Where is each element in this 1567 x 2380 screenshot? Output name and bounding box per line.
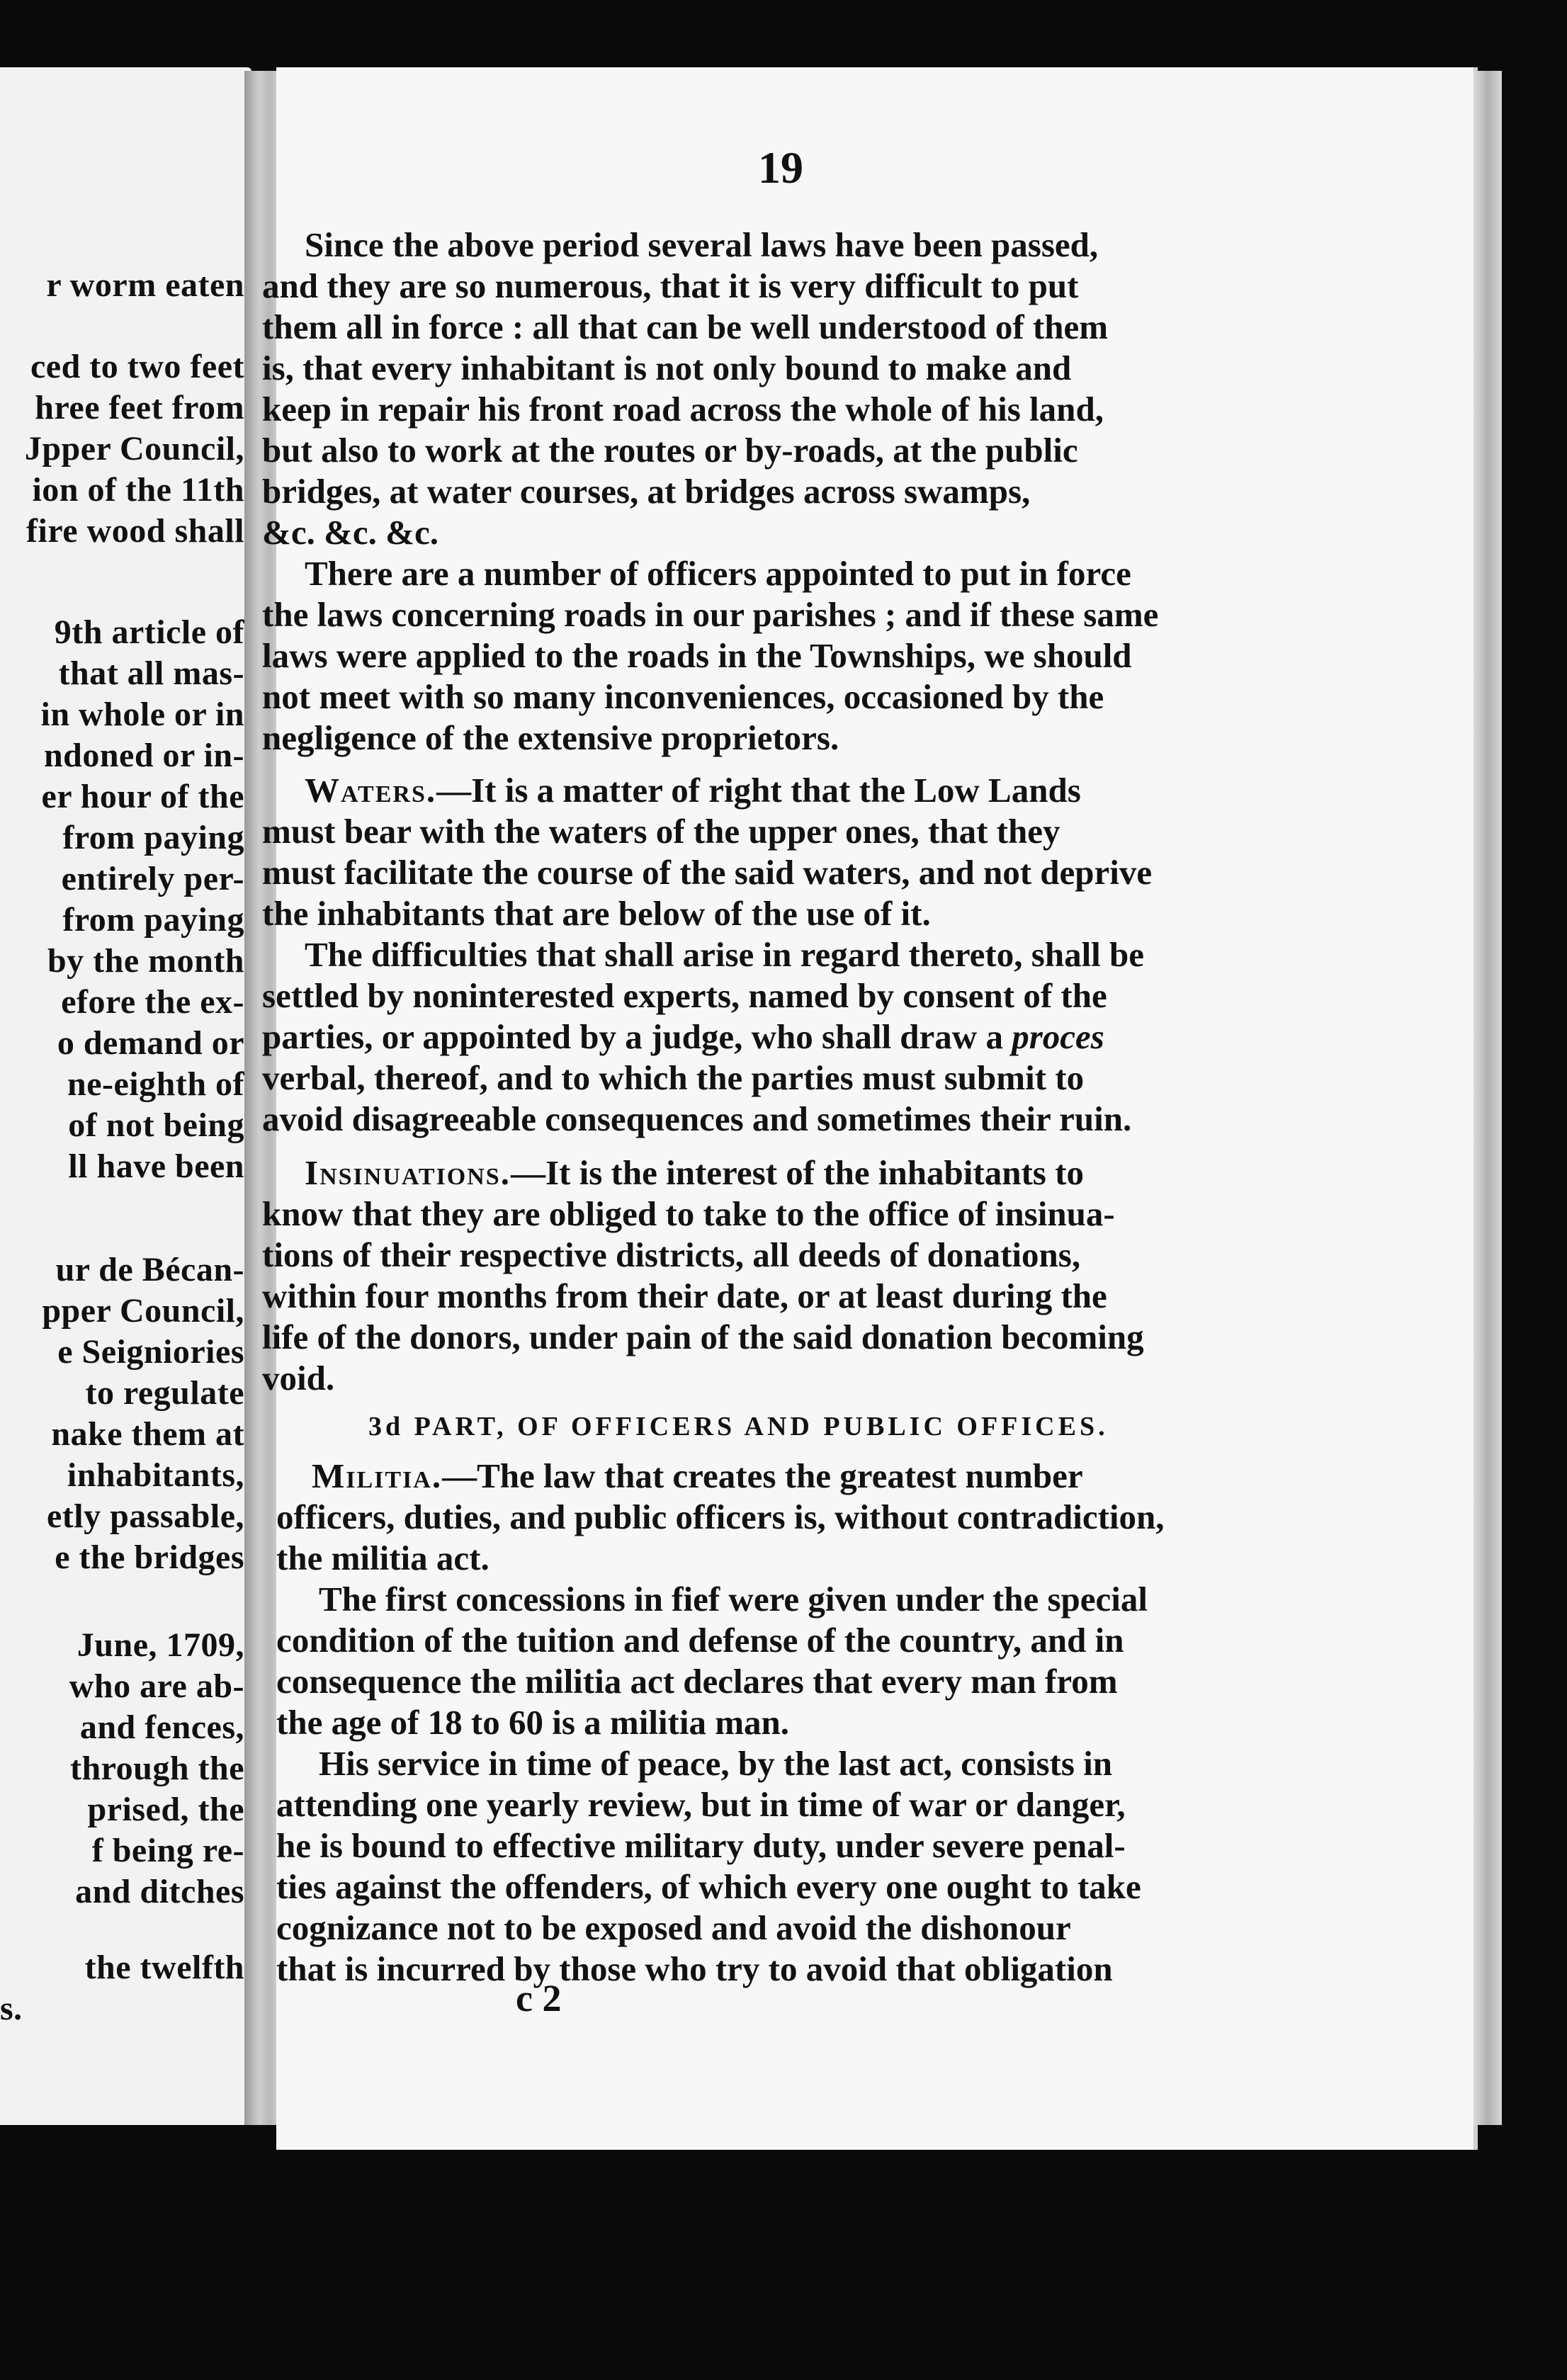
facing-page-line: 9th article of: [54, 613, 244, 651]
facing-page-line: e Seigniories: [57, 1333, 244, 1371]
text-line: void.: [262, 1359, 335, 1398]
facing-page-line: hree feet from: [35, 389, 244, 426]
facing-page-line: er hour of the: [41, 778, 244, 815]
text-line: [305, 771, 1081, 810]
facing-page-line: ll have been: [68, 1148, 244, 1185]
facing-page-line: through the: [70, 1750, 244, 1787]
text-run: —The law that creates the greatest number: [442, 1456, 1083, 1495]
facing-page-line: in whole or in: [40, 696, 244, 733]
section-head-militia: Militia.: [312, 1456, 443, 1495]
facing-page-line: the twelfth: [84, 1949, 244, 1986]
facing-page-line: r worm eaten: [46, 266, 244, 304]
facing-page-line: from paying: [62, 819, 244, 856]
text-line: life of the donors, under pain of the said donation becoming: [262, 1318, 1144, 1356]
text-run: parties, or appointed by a judge, who shall draw a: [262, 1017, 1012, 1056]
section-head-waters: Waters.: [305, 771, 437, 810]
text-line: officers, duties, and public officers is, without contradiction,: [276, 1497, 1165, 1536]
facing-page-line: to regulate: [85, 1374, 244, 1412]
facing-page-line: efore the ex-: [61, 983, 244, 1021]
text-line: the militia act.: [276, 1538, 490, 1577]
facing-page-line: inhabitants,: [67, 1456, 244, 1494]
text-line: know that they are obliged to take to the office of insinua-: [262, 1194, 1115, 1233]
facing-page-line: Jpper Council,: [24, 430, 244, 468]
text-line: ties against the offenders, of which every one ought to take: [276, 1867, 1141, 1906]
text-run: —It is the interest of the inhabitants to: [510, 1153, 1084, 1192]
facing-page-line: that all mas-: [58, 654, 244, 692]
section-head-insinuations: Insinuations.: [305, 1153, 511, 1192]
text-line: not meet with so many inconveniences, occasioned by the: [262, 677, 1104, 716]
facing-page-line: ion of the 11th: [32, 471, 244, 509]
text-line: the laws concerning roads in our parishes ; and if these same: [262, 595, 1159, 634]
text-line: keep in repair his front road across the whole of his land,: [262, 390, 1104, 429]
facing-page-line: and ditches: [75, 1873, 244, 1910]
italic-term: proces: [1012, 1017, 1104, 1056]
text-line: laws were applied to the roads in the Townships, we should: [262, 636, 1132, 675]
facing-page-line: from paying: [62, 901, 244, 939]
text-line: attending one yearly review, but in time of war or danger,: [276, 1785, 1126, 1824]
facing-page-line: f being re-: [91, 1832, 244, 1869]
part-heading: 3d PART, OF OFFICERS AND PUBLIC OFFICES.: [368, 1412, 1109, 1441]
facing-page-line: o demand or: [57, 1024, 244, 1062]
text-line: The first concessions in fief were given under the special: [319, 1580, 1148, 1619]
facing-page-line: ne-eighth of: [67, 1065, 244, 1103]
facing-page-line: prised, the: [87, 1791, 244, 1828]
facing-page-line: s.: [0, 1990, 23, 2027]
facing-page-line: fire wood shall: [26, 512, 244, 550]
facing-page-line: pper Council,: [42, 1292, 244, 1330]
facing-page-line: of not being: [68, 1106, 244, 1144]
facing-page-line: June, 1709,: [77, 1626, 244, 1664]
text-line: [262, 1017, 1104, 1057]
text-line: bridges, at water courses, at bridges across swamps,: [262, 472, 1031, 511]
facing-page-line: by the month: [47, 942, 244, 980]
page-edge: [1473, 71, 1502, 2125]
text-line: verbal, thereof, and to which the parties must submit to: [262, 1058, 1085, 1097]
text-line: must facilitate the course of the said waters, and not deprive: [262, 853, 1153, 892]
signature-mark: c 2: [516, 1977, 562, 2019]
text-line: &c. &c. &c.: [262, 513, 439, 552]
text-line: but also to work at the routes or by-roads, at the public: [262, 431, 1078, 470]
text-line: avoid disagreeable consequences and sometimes their ruin.: [262, 1099, 1132, 1138]
facing-page-line: ced to two feet: [30, 348, 244, 385]
text-line: the age of 18 to 60 is a militia man.: [276, 1703, 790, 1742]
facing-page-line: ndoned or in-: [43, 737, 244, 774]
text-run: —It is a matter of right that the Low Lands: [436, 771, 1081, 810]
facing-page-line: entirely per-: [61, 860, 244, 897]
text-line: must bear with the waters of the upper ones, that they: [262, 812, 1060, 851]
text-line: tions of their respective districts, all deeds of donations,: [262, 1235, 1081, 1274]
text-line: The difficulties that shall arise in regard thereto, shall be: [305, 935, 1145, 974]
facing-page-line: e the bridges: [55, 1538, 244, 1576]
text-line: consequence the militia act declares that every man from: [276, 1662, 1118, 1701]
facing-page-line: and fences,: [79, 1708, 244, 1746]
text-line: condition of the tuition and defense of the country, and in: [276, 1621, 1124, 1660]
text-line: negligence of the extensive proprietors.: [262, 718, 839, 757]
text-line: is, that every inhabitant is not only bound to make and: [262, 348, 1072, 387]
text-line: within four months from their date, or at least during the: [262, 1276, 1107, 1315]
text-line: His service in time of peace, by the last act, consists in: [319, 1744, 1113, 1783]
facing-page: [0, 67, 251, 2125]
facing-page-line: nake them at: [51, 1415, 244, 1453]
facing-page-line: who are ab-: [69, 1667, 244, 1705]
text-line: [305, 1153, 1084, 1193]
text-line: settled by noninterested experts, named by consent of the: [262, 976, 1107, 1015]
text-line: Since the above period several laws have been passed,: [305, 225, 1099, 264]
text-line: [312, 1456, 1083, 1496]
facing-page-line: etly passable,: [46, 1497, 244, 1535]
text-line: that is incurred by those who try to avoid that obligation: [276, 1949, 1113, 1988]
text-line: and they are so numerous, that it is very difficult to put: [262, 266, 1079, 305]
facing-page-line: ur de Bécan-: [55, 1251, 244, 1288]
text-line: the inhabitants that are below of the use of it.: [262, 894, 931, 933]
text-line: he is bound to effective military duty, under severe penal-: [276, 1826, 1126, 1865]
page-number: 19: [758, 142, 803, 193]
text-line: them all in force : all that can be well understood of them: [262, 307, 1109, 346]
text-line: There are a number of officers appointed to put in force: [305, 554, 1131, 593]
text-line: cognizance not to be exposed and avoid the dishonour: [276, 1908, 1071, 1947]
